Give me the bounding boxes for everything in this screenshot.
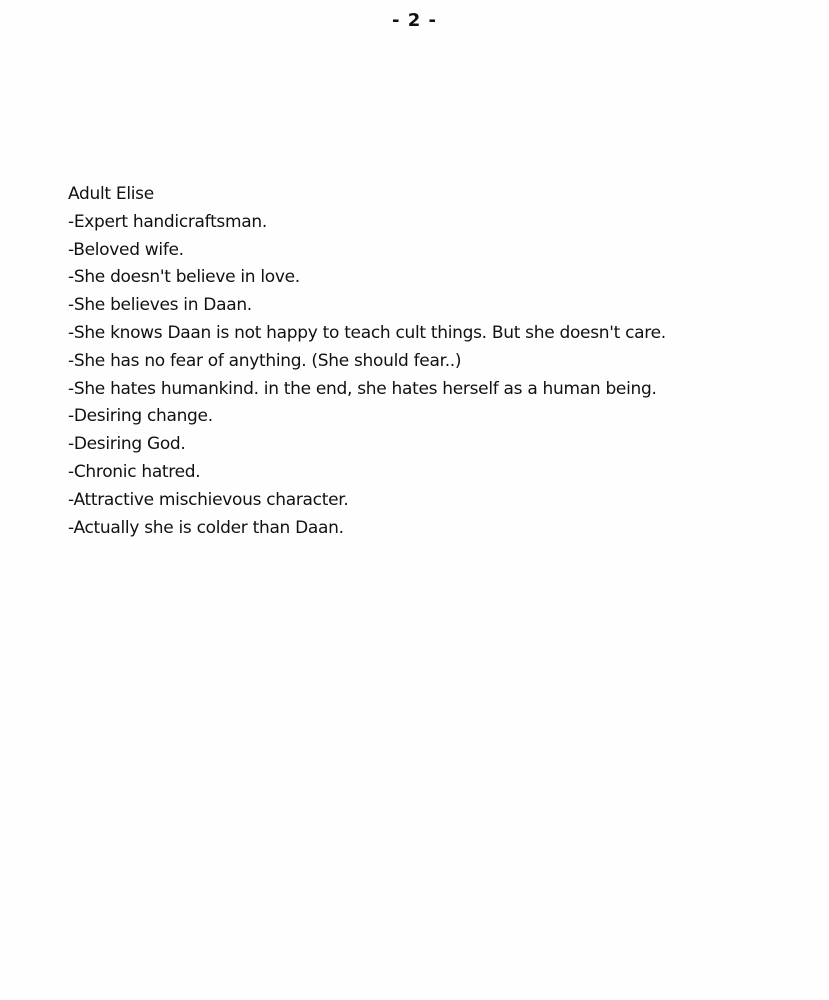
- note-line: -She believes in Daan.: [68, 295, 252, 316]
- page-number: - 2 -: [392, 10, 437, 31]
- note-line: -She doesn't believe in love.: [68, 267, 300, 288]
- note-line: -Desiring God.: [68, 434, 186, 455]
- note-line: -Expert handicraftsman.: [68, 211, 267, 232]
- character-notes: [68, 181, 808, 542]
- note-line: -Chronic hatred.: [68, 461, 201, 482]
- note-line: -She knows Daan is not happy to teach cult things. But she doesn't care.: [68, 322, 666, 343]
- notes-heading: Adult Elise: [68, 184, 154, 204]
- note-line: -Attractive mischievous character.: [68, 489, 349, 510]
- note-line: -Desiring change.: [68, 406, 213, 427]
- note-list: [68, 209, 808, 543]
- note-line: -Actually she is colder than Daan.: [68, 517, 344, 538]
- note-line: -She hates humankind. in the end, she hates herself as a human being.: [68, 378, 657, 399]
- note-line: -She has no fear of anything. (She should fear..): [68, 350, 462, 371]
- note-line: -Beloved wife.: [68, 239, 184, 260]
